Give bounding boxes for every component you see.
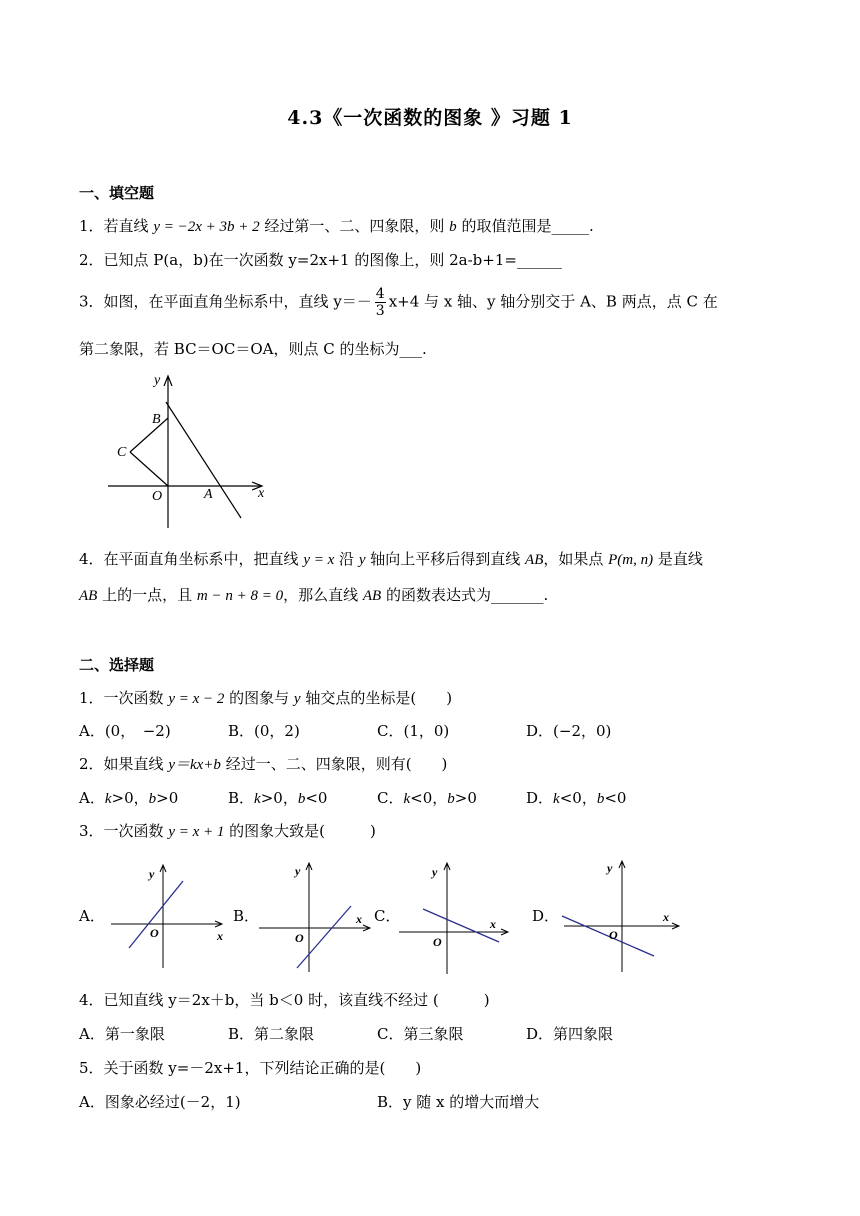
- q4-text-2: 沿: [334, 550, 359, 568]
- q1-expression: y = −2x + 3b + 2: [153, 219, 260, 235]
- opt-rel: <0，: [410, 789, 448, 807]
- q4-expr-4: AB: [79, 588, 98, 604]
- c2-option-a[interactable]: [79, 788, 178, 809]
- choice-question-1: [79, 688, 452, 709]
- opt-rel: <0: [305, 789, 328, 807]
- c2-option-b[interactable]: [228, 788, 327, 809]
- c2-option-c[interactable]: [377, 788, 477, 809]
- fraction: [375, 286, 386, 319]
- axis-y-label: y: [295, 864, 301, 878]
- section-heading-choice: 二、选择题: [79, 656, 155, 674]
- q4-expr-3: P(m, n): [608, 552, 654, 568]
- q3-figure: [100, 372, 280, 532]
- choice-question-3: [79, 821, 376, 842]
- label-b: B: [152, 412, 161, 427]
- fraction-denominator: 3: [375, 303, 385, 319]
- fill-question-4: [79, 549, 703, 570]
- axis-x-label: x: [217, 929, 223, 943]
- c2-text-end: 经过一、二、四象限，则有( ): [220, 755, 448, 773]
- section-heading-fill: 一、填空题: [79, 184, 155, 202]
- c1-option-d[interactable]: D．(−2，0): [526, 722, 612, 740]
- c4-option-b[interactable]: B．第二象限: [228, 1025, 315, 1043]
- label-a: A: [204, 487, 213, 502]
- label-y: y: [154, 373, 161, 388]
- c1-expression: y = x − 2: [168, 691, 225, 707]
- c3-text: 3．一次函数: [79, 822, 169, 840]
- q1-text-mid: 经过第一、二、四象限，则: [259, 217, 450, 235]
- c4-option-c[interactable]: C．第三象限: [377, 1025, 464, 1043]
- q4-text-5: 是直线: [653, 550, 703, 568]
- c4-option-d[interactable]: D．第四象限: [526, 1025, 614, 1043]
- opt-letter: A．: [79, 789, 105, 807]
- opt-letter: B．: [228, 789, 255, 807]
- c3-option-c[interactable]: C．: [374, 907, 401, 925]
- c3-option-a[interactable]: A．: [79, 907, 105, 925]
- c3-option-d[interactable]: D．: [532, 907, 560, 925]
- axis-x-label: x: [490, 917, 496, 931]
- q4-text: 4．在平面直角坐标系中，把直线: [79, 550, 304, 568]
- origin-label: O: [433, 935, 442, 949]
- q4-text-3: 轴向上平移后得到直线: [365, 550, 526, 568]
- c3-graph-b[interactable]: [253, 860, 383, 980]
- c1-option-b[interactable]: B．(0，2): [228, 722, 300, 740]
- axis-x-label: x: [663, 910, 669, 924]
- opt-rel: >0，: [260, 789, 298, 807]
- q3-text: 3．如图，在平面直角坐标系中，直线 y＝－: [79, 292, 372, 311]
- origin-label: O: [150, 926, 159, 940]
- c3-graph-c[interactable]: [395, 860, 525, 980]
- opt-letter: D．: [526, 789, 554, 807]
- c5-option-b[interactable]: B．y 随 x 的增大而增大: [377, 1093, 540, 1111]
- c1-option-c[interactable]: C．(1，0): [377, 722, 450, 740]
- q4-text-6: 上的一点，且: [97, 586, 197, 604]
- opt-var-k: k: [254, 791, 261, 807]
- c2-option-d[interactable]: [526, 788, 626, 809]
- opt-var-b: b: [447, 791, 455, 807]
- c3-graph-d[interactable]: [558, 858, 688, 978]
- opt-var-k: k: [403, 791, 411, 807]
- q4-text-7: ，那么直线: [283, 586, 363, 604]
- c2-expression: y＝kx+b: [168, 757, 221, 773]
- c1-text-end: 轴交点的坐标是( ): [300, 689, 453, 707]
- c1-option-a[interactable]: A．(0， −2): [79, 722, 171, 740]
- q4-expr-2: AB: [525, 552, 544, 568]
- opt-rel: <0，: [559, 789, 597, 807]
- fill-question-2: 2．已知点 P(a，b)在一次函数 y=2x+1 的图像上，则 2a-b+1=______: [79, 251, 562, 269]
- q4-text-8: 的函数表达式为_______.: [381, 586, 549, 604]
- opt-var-b: b: [297, 791, 306, 807]
- c1-text: 1．一次函数: [79, 689, 169, 707]
- q4-text-4: ，如果点: [543, 550, 609, 568]
- opt-var-k: k: [553, 791, 560, 807]
- origin-label: O: [609, 928, 618, 942]
- choice-question-5: 5．关于函数 y=－2x+1，下列结论正确的是( ): [79, 1059, 422, 1077]
- opt-rel: >0: [156, 789, 179, 807]
- label-x: x: [258, 486, 265, 501]
- q1-text-end: 的取值范围是_____.: [456, 217, 594, 235]
- opt-rel: >0，: [111, 789, 149, 807]
- fill-question-3-line2: 第二象限，若 BC＝OC＝OA，则点 C 的坐标为___.: [79, 340, 427, 358]
- opt-var-k: k: [104, 791, 112, 807]
- opt-rel: >0: [454, 789, 477, 807]
- q4-expr-6: AB: [362, 588, 382, 604]
- q4-expr-5: m − n + 8 = 0: [196, 588, 284, 604]
- c3-option-b[interactable]: B．: [233, 907, 260, 925]
- opt-rel: <0: [604, 789, 627, 807]
- axis-y-label: y: [607, 861, 613, 875]
- c1-variable: y: [293, 691, 301, 707]
- q3-text-end: x+4 与 x 轴、y 轴分别交于 A、B 两点，点 C 在: [388, 292, 718, 311]
- opt-letter: C．: [377, 789, 404, 807]
- c3-text-end: 的图象大致是( ): [224, 822, 376, 840]
- graph-line: [562, 916, 654, 956]
- q4-expr-1: y = x: [303, 552, 335, 568]
- c4-option-a[interactable]: A．第一象限: [79, 1025, 165, 1043]
- choice-question-2: [79, 754, 447, 775]
- c1-text-mid: 的图象与: [224, 689, 294, 707]
- c3-expression: y = x + 1: [168, 824, 225, 840]
- q4-var: y: [358, 552, 366, 568]
- opt-var-b: b: [148, 791, 157, 807]
- q1-variable: b: [449, 219, 457, 235]
- label-c: C: [117, 445, 127, 460]
- opt-var-b: b: [596, 791, 605, 807]
- fraction-numerator: 4: [375, 286, 385, 302]
- segment-bc: [130, 418, 168, 452]
- fill-question-3: [79, 286, 718, 319]
- axis-y-label: y: [149, 867, 155, 881]
- fill-question-1: [79, 216, 594, 237]
- page-title: 4.3《一次函数的图象 》习题 1: [287, 107, 573, 129]
- c5-option-a[interactable]: A．图象必经过(－2，1): [79, 1093, 241, 1111]
- c3-graph-a[interactable]: [105, 862, 235, 972]
- label-o: O: [152, 489, 163, 504]
- c2-text: 2．如果直线: [79, 755, 169, 773]
- q1-text: 1．若直线: [79, 217, 154, 235]
- fill-question-4-line2: [79, 585, 548, 606]
- origin-label: O: [295, 931, 304, 945]
- axis-y-label: y: [432, 865, 438, 879]
- segment-co: [130, 452, 168, 486]
- axis-x-label: x: [356, 912, 362, 926]
- choice-question-4: 4．已知直线 y＝2x＋b，当 b＜0 时，该直线不经过 ( ): [79, 991, 490, 1009]
- graph-line: [297, 906, 351, 968]
